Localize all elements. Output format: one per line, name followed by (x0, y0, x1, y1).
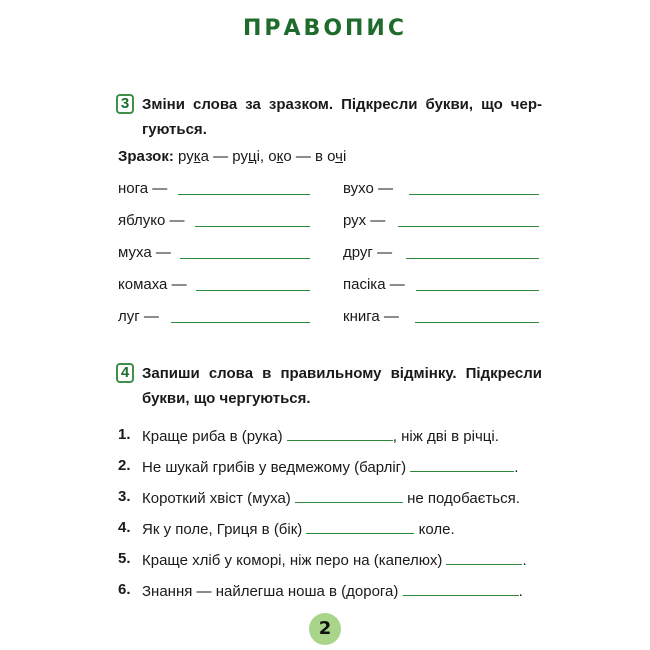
sentence-number: 4. (118, 519, 131, 536)
word-right: книга — (343, 308, 399, 325)
word-left: комаха — (118, 276, 187, 293)
word-left: яблуко — (118, 212, 185, 229)
answer-line[interactable] (171, 322, 310, 323)
answer-line[interactable] (409, 194, 539, 195)
sentence-number: 3. (118, 488, 131, 505)
sentence-text: Краще риба в (рука) (142, 428, 283, 445)
answer-blank[interactable] (295, 488, 403, 503)
word-left: муха — (118, 244, 171, 261)
sample-line (118, 148, 346, 165)
answer-blank[interactable] (403, 581, 519, 596)
sample-label: Зразок: (118, 148, 174, 165)
sentence-text-end: не подобається. (407, 490, 520, 507)
answer-line[interactable] (195, 226, 310, 227)
sentence-text: Не шукай грибів у ведмежому (барліг) (142, 459, 407, 476)
answer-blank[interactable] (446, 550, 522, 565)
answer-line[interactable] (196, 290, 310, 291)
sentence-text-end: . (522, 552, 527, 569)
sentence-text-end: . (518, 583, 523, 600)
answer-line[interactable] (406, 258, 539, 259)
sentence-text: Короткий хвіст (муха) (142, 490, 291, 507)
sentence-text-end: . (514, 459, 519, 476)
answer-blank[interactable] (287, 426, 393, 441)
page-title: ПРАВОПИС (242, 16, 407, 41)
task-instruction: Зміни слова за зразком. Підкресли букви, що чер-гуються. (142, 96, 542, 138)
word-left: луг — (118, 308, 159, 325)
page-number: 2 (309, 613, 341, 645)
word-right: вухо — (343, 180, 393, 197)
sentence-text: Знання — найлегша ноша в (дорога) (142, 583, 399, 600)
sentence-number: 5. (118, 550, 131, 567)
sentence-number: 2. (118, 457, 131, 474)
sentence-number: 1. (118, 426, 131, 443)
task-instruction: Запиши слова в правильному відмінку. Підкресли букви, що чергуються. (142, 365, 542, 407)
sentence-text: Як у поле, Гриця в (бік) (142, 521, 303, 538)
answer-line[interactable] (415, 322, 539, 323)
sentence-text: Краще хліб у коморі, ніж перо на (капелюх) (142, 552, 443, 569)
answer-line[interactable] (398, 226, 539, 227)
word-left: нога — (118, 180, 168, 197)
answer-blank[interactable] (306, 519, 414, 534)
answer-line[interactable] (180, 258, 310, 259)
task-number-badge: 4 (116, 363, 134, 383)
word-right: рух — (343, 212, 386, 229)
task-number-badge: 3 (116, 94, 134, 114)
answer-line[interactable] (416, 290, 539, 291)
sentence-text-end: , ніж дві в річці. (392, 428, 499, 445)
word-right: пасіка — (343, 276, 405, 293)
sentence-text-end: коле. (418, 521, 455, 538)
sentence-number: 6. (118, 581, 131, 598)
sample-text: рука — руці, око — в очі (178, 148, 347, 165)
answer-line[interactable] (178, 194, 310, 195)
answer-blank[interactable] (410, 457, 514, 472)
word-right: друг — (343, 244, 393, 261)
